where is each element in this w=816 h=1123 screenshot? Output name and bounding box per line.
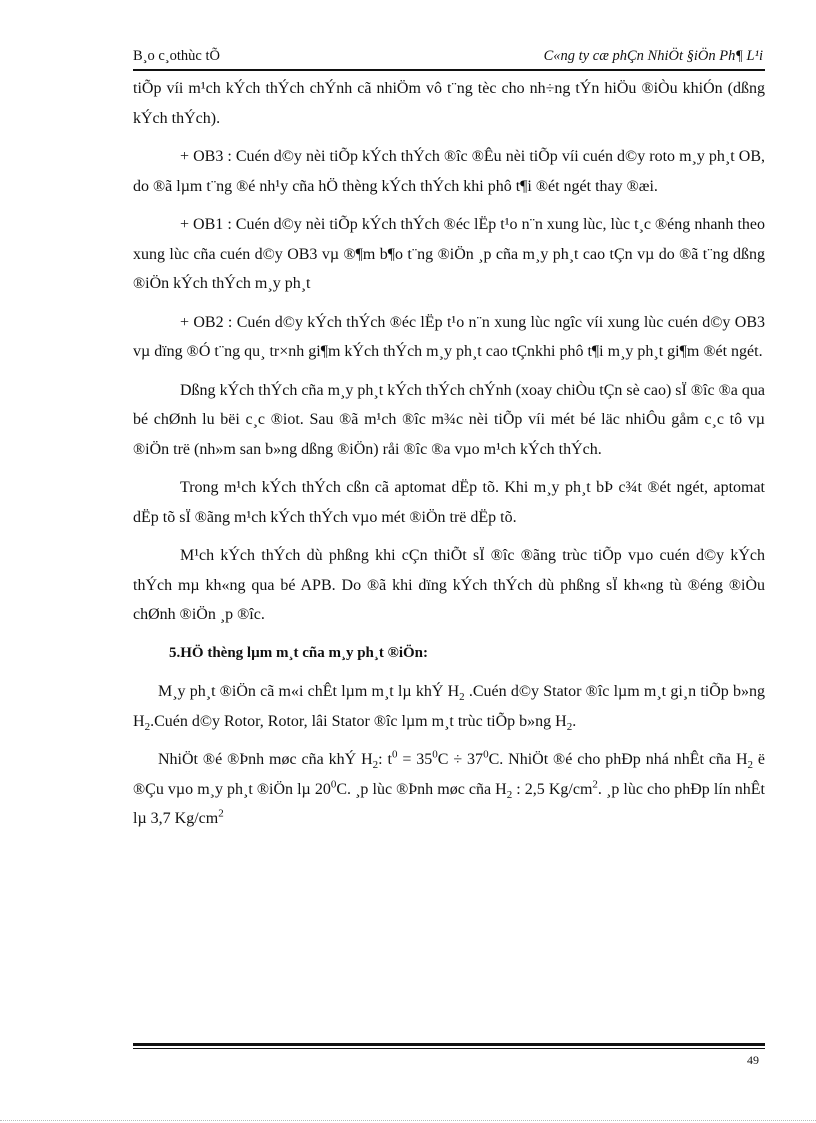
header-company-name: C«ng ty cæ phÇn NhiÖt §iÖn Ph¶ L¹i	[543, 48, 763, 64]
paragraph-aptomat: Trong m¹ch kÝch thÝch cßn cã aptomat dËp tõ. Khi m¸y ph¸t bÞ c¾t ®ét ngét, aptomat dËp tõ sÏ ®ãng m¹ch kÝch thÝch vµo mét ®iÖn trë dËp tõ.	[133, 479, 765, 526]
footer-rule-thin	[133, 1048, 765, 1049]
footer-rule-thick	[133, 1043, 765, 1046]
paragraph-hydrogen-cooling: M¸y ph¸t ®iÖn cã m«i chÊt lµm m¸t lµ khÝ $H_2$ .Cuén d©y Stator ®îc lµm m¸t gi¸n tiÕp b»ng $H_2.Cuén$ d©y Rotor, Rotor, lâi Stator ®îc lµm m¸t trùc tiÕp b»ng $H_2$.	[133, 683, 765, 733]
paragraph-ob2: + OB2 : Cuén d©y kÝch thÝch ®éc lËp t¹o n¨n xung lùc ngîc víi xung lùc cuén d©y OB3 vµ dïng ®Ó t¨ng qu¸ tr×nh gi¶m kÝch thÝch m¸y ph¸t cao tÇnkhi phô t¶i m¸y ph¸t gi¶m ®ét ngét.	[133, 313, 765, 360]
header-rule	[133, 69, 765, 71]
paragraph-backup-excitation: M¹ch kÝch thÝch dù phßng khi cÇn thiÕt sÏ ®îc ®ãng trùc tiÕp vµo cuén d©y kÝch thÝch mµ kh«ng qua bé APB. Do ®ã khi dïng kÝch thÝch dù phßng sÏ kh«ng tù ®éng ®iÒu chØnh ®iÖn ¸p ®îc.	[133, 547, 765, 623]
paragraph-main-excitation-current: Dßng kÝch thÝch cña m¸y ph¸t kÝch thÝch chÝnh (xoay chiÒu tÇn sè cao) sÏ ®îc ®a qua bé chØnh lu bëi c¸c ®iot. Sau ®ã m¹ch ®îc m¾c nèi tiÕp víi mét bé läc nhiÔu gåm c¸c tô vµ ®iÖn trë (nh»m san b»ng dßng ®iÖn) råi ®îc ®a vµo m¹ch kÝch thÝch.	[133, 381, 765, 458]
paragraph-ob3: + OB3 : Cuén d©y nèi tiÕp kÝch thÝch ®îc ®Êu nèi tiÕp víi cuén d©y roto m¸y ph¸t OB, do ®ã lµm t¨ng ®é nh¹y cña hÖ thèng kÝch thÝch khi phô t¶i ®ét ngét thay ®æi.	[133, 148, 765, 195]
paragraph-ob1: + OB1 : Cuén d©y nèi tiÕp kÝch thÝch ®éc lËp t¹o n¨n xung lùc, lùc t¸c ®éng nhanh theo xung lùc cña cuén d©y OB3 vµ ®¶m b¶o t¨ng ®iÖn ¸p cña m¸y ph¸t cao tÇn vµ do ®ã t¨ng dßng ®iÖn kÝch thÝch m¸y ph¸t	[133, 216, 765, 292]
section-heading-cooling-system: 5.HÖ thèng lµm m¸t cña m¸y ph¸t ®iÖn:	[169, 644, 429, 661]
page-header	[133, 44, 763, 68]
document-body	[133, 74, 765, 843]
paragraph-hydrogen-parameters: NhiÖt ®é ®Þnh møc cña khÝ $H_2$: $t^0 = 35^0C \div 37^0C$. NhiÖt ®é cho phÐp nhá nhÊt cña $H_2$ ë ®Çu vµo m¸y ph¸t ®iÖn lµ $20^0C$. ¸p lùc ®Þnh møc cña $H_2$ : 2,5 $Kg/cm^2$. ¸p lùc cho phÐp lín nhÊt lµ 3,7 $Kg/cm^2$	[133, 748, 766, 827]
paragraph-excitation-continued: tiÕp víi m¹ch kÝch thÝch chÝnh cã nhiÖm vô t¨ng tèc cho nh÷ng tÝn hiÖu ®iÒu khiÓn (dßng kÝch thÝch).	[133, 80, 765, 127]
page-bottom-dotted-line	[0, 1120, 816, 1121]
page-number: 49	[747, 1053, 759, 1067]
header-report-title: B¸o c¸othùc tÕ	[133, 48, 220, 64]
